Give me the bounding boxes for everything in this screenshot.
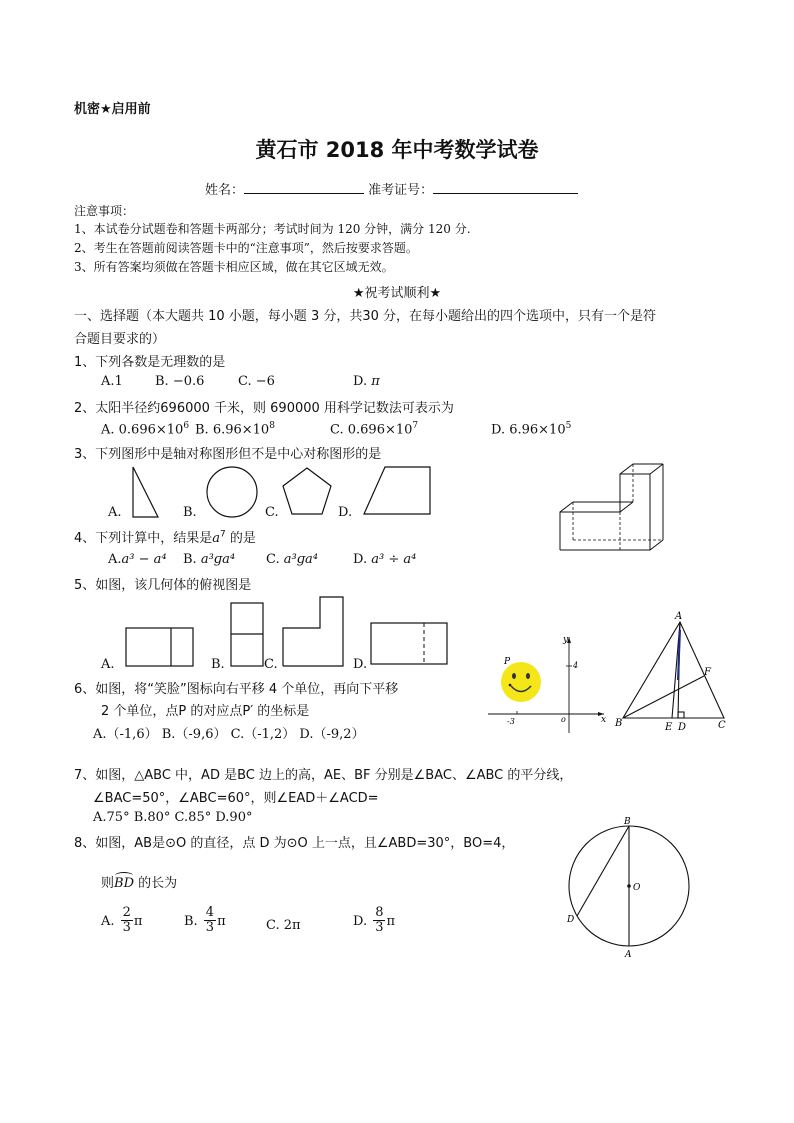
q4-stem-post: 的是 xyxy=(229,531,256,546)
q2-a-exp: 6 xyxy=(183,421,190,431)
point-e-label: E xyxy=(665,722,673,733)
tick-label-4: 4 xyxy=(573,661,579,670)
q4-d-label: D. xyxy=(353,552,368,567)
q4-c-expr: a³ɡa⁴ xyxy=(283,552,319,567)
q3-option-d: D. xyxy=(338,505,353,520)
exam-title: 黄石市 2018 年中考数学试卷 xyxy=(255,138,539,162)
note-item: 2、考生在答题前阅读答题卡中的“注意事项”，然后按要求答题。 xyxy=(74,241,418,255)
q8-a-label: A. xyxy=(101,914,115,929)
denominator: 3 xyxy=(205,920,215,935)
vertex-c-label: C xyxy=(718,720,726,731)
q3-option-a: A. xyxy=(108,505,122,520)
center-o-label: O xyxy=(633,883,641,893)
point-d-label: D xyxy=(567,915,575,925)
q7-options: A.75° B.80° C.85° D.90° xyxy=(93,810,253,825)
q6-options: A.（-1,6） B.（-9,6） C.（-1,2） D.（-9,2） xyxy=(93,727,365,742)
q8-d-label: D. xyxy=(353,914,368,929)
numerator: 4 xyxy=(205,905,215,920)
id-label: 准考证号： xyxy=(368,183,434,198)
vertex-b-label: B xyxy=(615,718,623,729)
q1-stem: 1、下列各数是无理数的是 xyxy=(74,355,226,370)
q8-c-value: 2π xyxy=(283,918,301,933)
q5-option-a: A. xyxy=(101,657,115,672)
q3-option-b: B. xyxy=(183,505,197,520)
q4-c-label: C. xyxy=(266,552,280,567)
pi-symbol: π xyxy=(133,914,143,929)
q8-b-label: B. xyxy=(184,914,198,929)
q2-b-base: B. 6.96×10 xyxy=(195,422,270,438)
q2-c-base: C. 0.696×10 xyxy=(330,422,413,438)
q4-var: a xyxy=(212,531,221,546)
q4-d-expr: a³ ÷ a⁴ xyxy=(371,552,417,567)
q4-stem-pre: 4、下列计算中，结果是 xyxy=(74,531,213,546)
q1-option-c: C. −6 xyxy=(238,374,275,389)
point-b-label: B xyxy=(624,817,631,827)
pi-symbol: π xyxy=(371,374,380,389)
pi-symbol: π xyxy=(386,914,396,929)
q6-stem-2: 2 个单位，点P 的对应点P′ 的坐标是 xyxy=(101,704,310,719)
q4-b-label: B. xyxy=(183,552,197,567)
point-p-label: P xyxy=(504,657,511,667)
origin-label: o xyxy=(561,715,566,724)
vertex-a-label: A xyxy=(675,611,683,622)
numerator: 2 xyxy=(122,905,131,920)
q2-stem: 2、太阳半径约696000 千米，则 690000 用科学记数法可表示为 xyxy=(74,401,454,416)
good-luck-wish: ★祝考试顺利★ xyxy=(352,286,442,301)
x-axis-label: x xyxy=(601,715,607,725)
name-label: 姓名： xyxy=(205,183,245,198)
q1-option-b: B. −0.6 xyxy=(155,374,205,389)
point-d-label: D xyxy=(678,722,687,733)
q2-c-exp: 7 xyxy=(412,421,419,431)
q4-a-expr: a³ − a⁴ xyxy=(121,552,167,567)
q5-option-c: C. xyxy=(264,657,278,672)
q1-option-a: A.1 xyxy=(101,374,123,389)
q5-option-d: D. xyxy=(353,657,368,672)
q1-d-label: D. xyxy=(353,374,368,389)
q6-stem-1: 6、如图，将“笑脸”图标向右平移 4 个单位，再向下平移 xyxy=(74,682,399,697)
y-axis-label: y xyxy=(563,635,569,645)
note-item: 1、本试卷分试题卷和答题卡两部分；考试时间为 120 分钟，满分 120 分. xyxy=(74,222,471,236)
q4-exp: 7 xyxy=(220,529,226,540)
q8-arc-pre: 则 xyxy=(101,876,115,891)
section-heading-cont: 合题目要求的） xyxy=(74,332,166,347)
q8-arc-post: 的长为 xyxy=(138,876,178,891)
note-item: 3、所有答案均须做在答题卡相应区域，做在其它区域无效。 xyxy=(74,260,394,274)
q5-stem: 5、如图，该几何体的俯视图是 xyxy=(74,578,252,593)
denominator: 3 xyxy=(122,920,131,935)
point-f-label: F xyxy=(704,667,711,678)
q5-option-b: B. xyxy=(211,657,225,672)
tick-label-neg3: -3 xyxy=(507,717,515,726)
q2-d-exp: 5 xyxy=(565,421,572,431)
q7-stem-2: ∠BAC=50°，∠ABC=60°，则∠EAD＋∠ACD= xyxy=(93,791,379,806)
numerator: 8 xyxy=(375,905,384,920)
section-heading: 一、选择题（本大题共 10 小题，每小题 3 分，共30 分，在每小题给出的四个选项中，只有一个是符 xyxy=(74,309,657,324)
confidential-label: 机密★启用前 xyxy=(74,102,151,117)
q4-b-expr: a³ɡa⁴ xyxy=(200,552,236,567)
denominator: 3 xyxy=(375,920,384,935)
arc-bd-text: BD xyxy=(114,876,134,891)
q3-option-c: C. xyxy=(265,505,279,520)
q8-stem: 8、如图，AB是⊙O 的直径，点 D 为⊙O 上一点，且∠ABD=30°，BO=4， xyxy=(74,836,515,851)
q4-a-label: A. xyxy=(108,552,122,567)
q2-a-base: A. 0.696×10 xyxy=(101,422,184,438)
q7-stem-1: 7、如图，△ABC 中，AD 是BC 边上的高，AE、BF 分别是∠BAC、∠ABC 的平分线， xyxy=(74,768,573,783)
q2-d-base: D. 6.96×10 xyxy=(491,422,566,438)
q3-stem: 3、下列图形中是轴对称图形但不是中心对称图形的是 xyxy=(74,447,382,462)
point-a-label: A xyxy=(625,950,632,960)
q8-c-label: C. xyxy=(266,918,280,933)
pi-symbol: π xyxy=(217,914,226,929)
q2-b-exp: 8 xyxy=(269,421,275,431)
notes-heading: 注意事项： xyxy=(74,204,135,218)
